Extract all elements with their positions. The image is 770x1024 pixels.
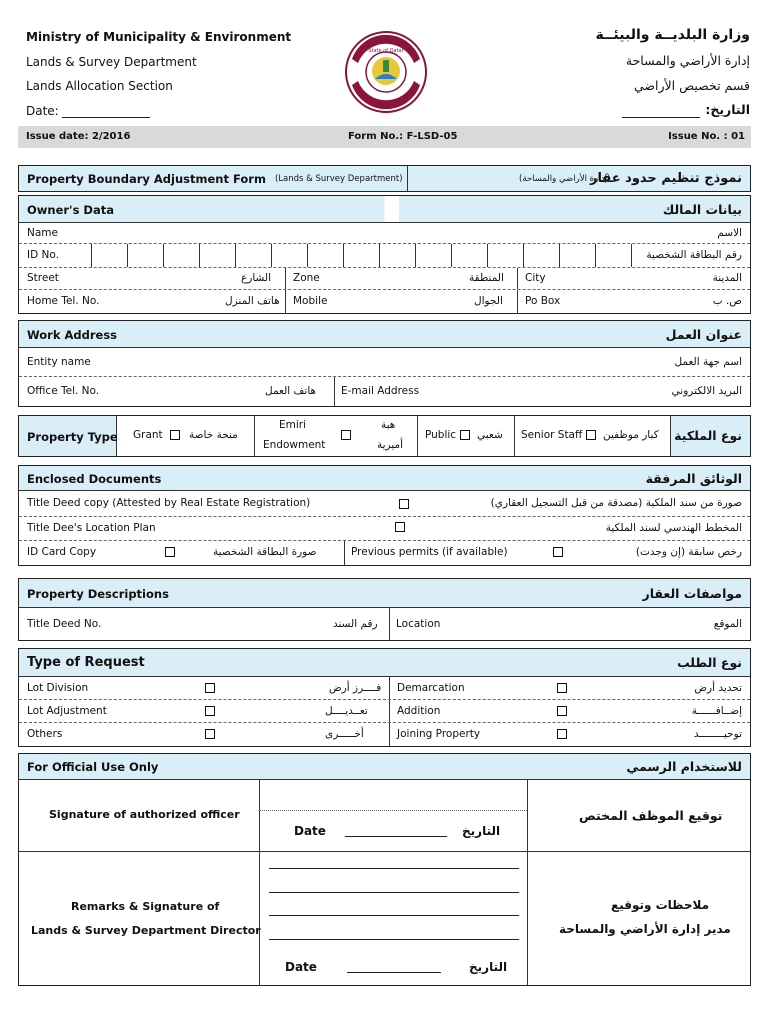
id-row[interactable] xyxy=(19,244,750,268)
deed-no-label-ar: رقم السند xyxy=(333,618,378,630)
docs-head-en: Enclosed Documents xyxy=(27,472,162,486)
name-row[interactable] xyxy=(19,223,750,244)
office-tel-label-ar: هاتف العمل xyxy=(265,385,317,397)
section-en: Lands Allocation Section xyxy=(26,79,173,93)
section-ar: قسم تخصيص الأراضي xyxy=(633,78,750,93)
address-row[interactable] xyxy=(19,268,750,290)
emiri-label-ar-1: هبة xyxy=(381,419,396,431)
dept-ar: إدارة الأراضي والمساحة xyxy=(625,53,750,68)
date-label-en: Date: xyxy=(26,104,59,118)
lot-adjustment-label-ar: تعــديــــل xyxy=(325,705,368,717)
property-type-section xyxy=(18,415,751,457)
location-plan-label-en: Title Dee's Location Plan xyxy=(27,522,156,534)
official-section xyxy=(18,753,751,986)
addition-label-ar: إضــافــــــة xyxy=(691,705,742,717)
location-plan-row xyxy=(19,517,750,541)
req-head-ar: نوع الطلب xyxy=(677,655,742,670)
pdesc-head-en: Property Descriptions xyxy=(27,587,169,601)
emiri-label-en-2: Endowment xyxy=(263,439,326,451)
others-checkbox[interactable] xyxy=(205,729,215,739)
lot-adjustment-label-en: Lot Adjustment xyxy=(27,705,107,717)
ministry-en: Ministry of Municipality & Environment xyxy=(26,30,292,44)
public-label-ar: شعبي xyxy=(477,429,503,441)
deed-copy-row xyxy=(19,491,750,517)
entity-label-en: Entity name xyxy=(27,356,91,368)
remarks-line-1[interactable] xyxy=(269,868,519,869)
form-number: Form No.: F-LSD-05 xyxy=(348,131,458,142)
owner-head-ar: بيانات المالك xyxy=(662,202,742,217)
title-ar-sub: (إدارة الأراضي والمساحة) xyxy=(519,174,611,184)
title-en-sub: (Lands & Survey Department) xyxy=(275,174,403,184)
req-row-3 xyxy=(19,723,750,746)
permits-label-en: Previous permits (if available) xyxy=(351,546,508,558)
entity-label-ar: اسم جهة العمل xyxy=(674,356,742,368)
date-label-ar: التاريخ: xyxy=(705,102,750,117)
street-label-ar: الشارع xyxy=(241,272,272,284)
remarks-line-4[interactable] xyxy=(269,939,519,940)
lot-division-checkbox[interactable] xyxy=(205,683,215,693)
director-date-label-en: Date xyxy=(285,960,317,974)
director-label-ar-1: ملاحظات وتوقيع xyxy=(611,898,710,912)
demarcation-label-ar: تحديد أرض xyxy=(694,682,742,694)
senior-label-ar: كبار موظفين xyxy=(603,429,659,441)
grant-label-en: Grant xyxy=(133,429,163,441)
phone-row[interactable] xyxy=(19,290,750,313)
emiri-label-ar-2: أميرية xyxy=(377,439,404,451)
issue-date: Issue date: 2/2016 xyxy=(26,131,131,142)
grant-label-ar: منحة خاصة xyxy=(189,429,238,441)
remarks-line-3[interactable] xyxy=(269,915,519,916)
docs-head-ar: الوثائق المرفقة xyxy=(645,471,742,486)
director-label-en-1: Remarks & Signature of xyxy=(71,900,220,913)
others-label-ar: أخـــــرى xyxy=(325,728,364,740)
form-title xyxy=(18,165,751,192)
addition-label-en: Addition xyxy=(397,705,441,717)
dept-en: Lands & Survey Department xyxy=(26,55,197,69)
officer-sig-label-ar: توقيع الموظف المختص xyxy=(579,808,723,823)
joining-label-ar: توحيــــــــد xyxy=(693,728,742,740)
id-permits-row xyxy=(19,541,750,565)
ptype-head-ar: نوع الملكية xyxy=(674,428,742,443)
id-card-label-en: ID Card Copy xyxy=(27,546,97,558)
zone-label-ar: المنطقة xyxy=(469,272,504,284)
others-label-en: Others xyxy=(27,728,63,740)
deed-no-label-en: Title Deed No. xyxy=(27,618,102,630)
title-ar: نموذج تنظيم حدود عقار xyxy=(590,171,742,186)
senior-label-en: Senior Staff xyxy=(521,429,583,441)
official-head-ar: للاستخدام الرسمي xyxy=(626,759,742,774)
entity-row[interactable] xyxy=(19,348,750,377)
name-label-ar: الاسم xyxy=(717,227,742,239)
owner-head-en: Owner's Data xyxy=(27,203,114,217)
req-head-en: Type of Request xyxy=(27,655,145,670)
location-plan-label-ar: المخطط الهندسي لسند الملكية xyxy=(605,522,742,534)
issue-number: Issue No. : 01 xyxy=(668,131,745,142)
public-checkbox[interactable] xyxy=(460,430,470,440)
owner-section xyxy=(18,195,751,314)
work-head-en: Work Address xyxy=(27,328,118,342)
officer-signature-row xyxy=(19,780,750,852)
id-card-checkbox[interactable] xyxy=(165,547,175,557)
request-section xyxy=(18,648,751,747)
mobile-label-en: Mobile xyxy=(293,295,328,307)
emiri-label-en-1: Emiri xyxy=(279,419,307,431)
officer-sig-label-en: Signature of authorized officer xyxy=(49,808,240,821)
pdesc-head-ar: مواصفات العقار xyxy=(642,586,742,601)
issue-bar xyxy=(18,126,751,148)
id-label-en: ID No. xyxy=(27,249,59,261)
date-line-ar[interactable] xyxy=(622,117,700,118)
home-tel-label-en: Home Tel. No. xyxy=(27,295,100,307)
date-line-en[interactable] xyxy=(62,117,150,118)
office-tel-label-en: Office Tel. No. xyxy=(27,385,100,397)
property-desc-section xyxy=(18,578,751,641)
work-section xyxy=(18,320,751,407)
deed-copy-label-ar: صورة من سند الملكية (مصدقة من قبل التسجيل العقاري) xyxy=(490,497,742,509)
deed-copy-label-en: Title Deed copy (Attested by Real Estate Registration) xyxy=(27,497,311,509)
logo-text: State of Qatar xyxy=(368,48,404,54)
demarcation-label-en: Demarcation xyxy=(397,682,465,694)
director-label-ar-2: مدير إدارة الأراضي والمساحة xyxy=(559,922,731,936)
senior-checkbox[interactable] xyxy=(586,430,596,440)
joining-label-en: Joining Property xyxy=(397,728,481,740)
home-tel-label-ar: هاتف المنزل xyxy=(225,295,280,307)
pobox-label-ar: ص. ب xyxy=(712,295,742,307)
remarks-line-2[interactable] xyxy=(269,892,519,893)
office-row[interactable] xyxy=(19,377,750,406)
lot-division-label-en: Lot Division xyxy=(27,682,89,694)
email-label-ar: البريد الالكتروني xyxy=(671,385,742,397)
name-label-en: Name xyxy=(27,227,58,239)
ministry-ar: وزارة البلديــة والبيئــة xyxy=(595,27,750,43)
ptype-head-en: Property Type xyxy=(27,430,118,444)
id-label-ar: رقم البطاقة الشخصية xyxy=(646,249,742,261)
deed-copy-checkbox[interactable] xyxy=(399,499,409,509)
work-head-ar: عنوان العمل xyxy=(665,327,742,342)
req-row-2 xyxy=(19,700,750,723)
director-remarks-row xyxy=(19,852,750,985)
director-date-line[interactable] xyxy=(347,972,441,973)
mobile-label-ar: الجوال xyxy=(474,295,503,307)
permits-checkbox[interactable] xyxy=(553,547,563,557)
location-label-en: Location xyxy=(396,618,441,630)
deed-location-row[interactable] xyxy=(19,608,750,640)
location-label-ar: الموقع xyxy=(713,618,742,630)
emiri-checkbox[interactable] xyxy=(341,430,351,440)
location-plan-checkbox[interactable] xyxy=(395,522,405,532)
demarcation-checkbox[interactable] xyxy=(557,683,567,693)
addition-checkbox[interactable] xyxy=(557,706,567,716)
id-card-label-ar: صورة البطاقة الشخصية xyxy=(213,546,317,558)
director-date-label-ar: التاريخ xyxy=(469,960,508,974)
joining-checkbox[interactable] xyxy=(557,729,567,739)
director-label-en-2: Lands & Survey Department Director xyxy=(31,924,261,937)
req-row-1 xyxy=(19,677,750,700)
lot-division-label-ar: فــــرز أرض xyxy=(329,682,382,694)
lot-adjustment-checkbox[interactable] xyxy=(205,706,215,716)
street-label-en: Street xyxy=(27,272,59,284)
officer-date-label-en: Date xyxy=(294,824,326,838)
email-label-en: E-mail Address xyxy=(341,385,420,397)
officer-date-line[interactable] xyxy=(345,836,447,837)
city-label-ar: المدينة xyxy=(712,272,742,284)
zone-label-en: Zone xyxy=(293,272,320,284)
grant-checkbox[interactable] xyxy=(170,430,180,440)
pobox-label-en: Po Box xyxy=(525,295,561,307)
official-head-en: For Official Use Only xyxy=(27,760,159,774)
permits-label-ar: رخص سابقة (إن وجدت) xyxy=(635,546,742,558)
city-label-en: City xyxy=(525,272,546,284)
title-en: Property Boundary Adjustment Form xyxy=(27,172,266,186)
qatar-municipality-logo xyxy=(344,27,428,117)
documents-section xyxy=(18,465,751,566)
officer-date-label-ar: التاريخ xyxy=(462,824,501,838)
public-label-en: Public xyxy=(425,429,457,441)
